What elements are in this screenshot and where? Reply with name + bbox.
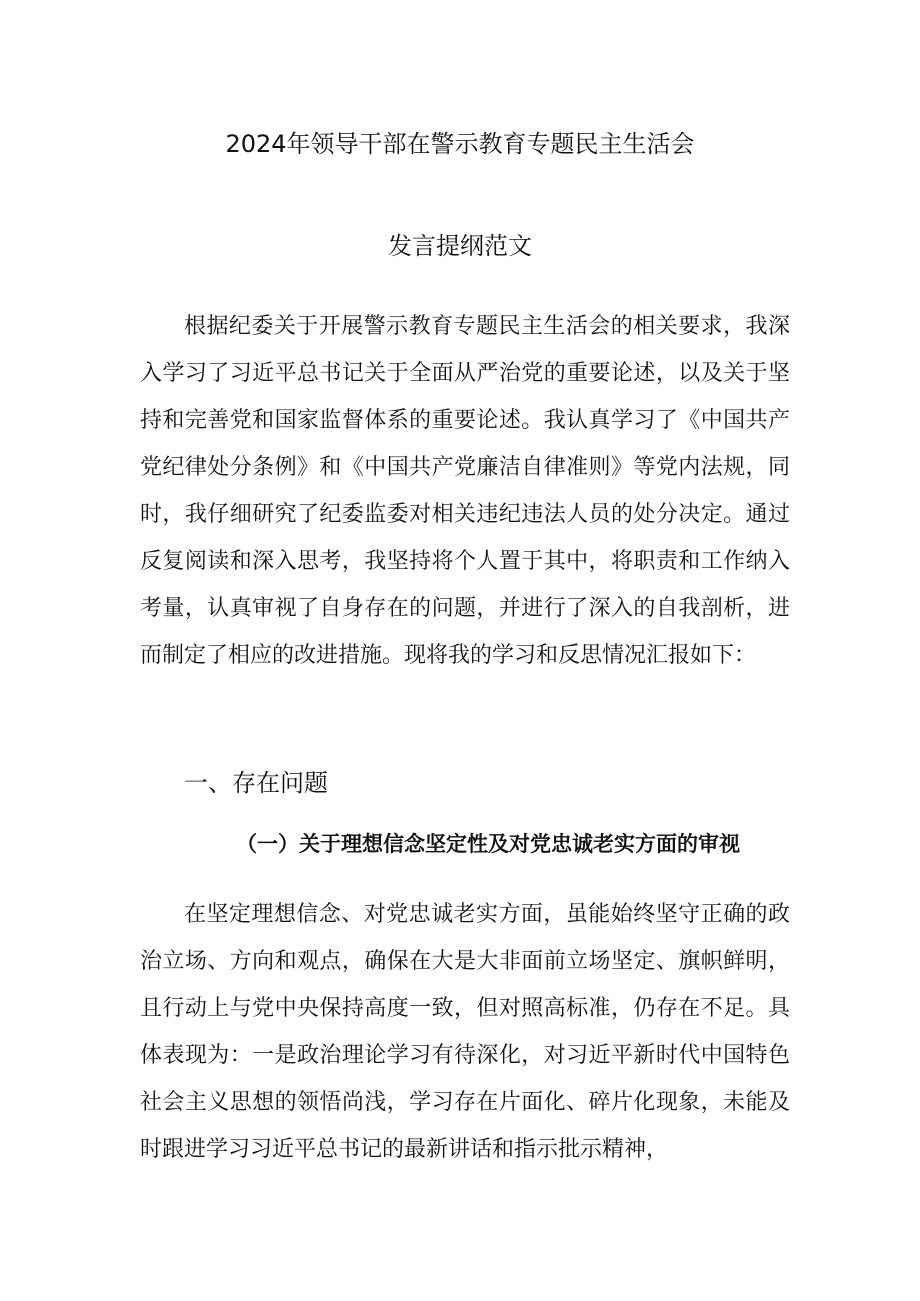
section-heading-problems: 一、存在问题	[184, 769, 328, 797]
subsection-paragraph-ideals: 在坚定理想信念、对党忠诚老实方面，虽能始终坚守正确的政治立场、方向和观点，确保在大是大非面前立场坚定、旗帜鲜明，且行动上与党中央保持高度一致，但对照高标准，仍存在不足。具体表现为：一是政治理论学习有待深化，对习近平新时代中国特色社会主义思想的领悟尚浅，学习存在片面化、碎片化现象，未能及时跟进学习习近平总书记的最新讲话和指示批示精神，	[140, 902, 790, 1162]
subsection-heading-ideals: （一）关于理想信念坚定性及对党忠诚老实方面的审视	[236, 831, 740, 856]
intro-paragraph: 根据纪委关于开展警示教育专题民主生活会的相关要求，我深入学习了习近平总书记关于全面从严治党的重要论述，以及关于坚持和完善党和国家监督体系的重要论述。我认真学习了《中国共产党纪律处分条例》和《中国共产党廉洁自律准则》等党内法规，同时，我仔细研究了纪委监委对相关违纪违法人员的处分决定。通过反复阅读和深入思考，我坚持将个人置于其中，将职责和工作纳入考量，认真审视了自身存在的问题，并进行了深入的自我剖析，进而制定了相应的改进措施。现将我的学习和反思情况汇报如下：	[140, 314, 790, 668]
document-title-line1: 2024年领导干部在警示教育专题民主生活会	[225, 130, 695, 158]
document-title-line2: 发言提纲范文	[388, 232, 532, 260]
